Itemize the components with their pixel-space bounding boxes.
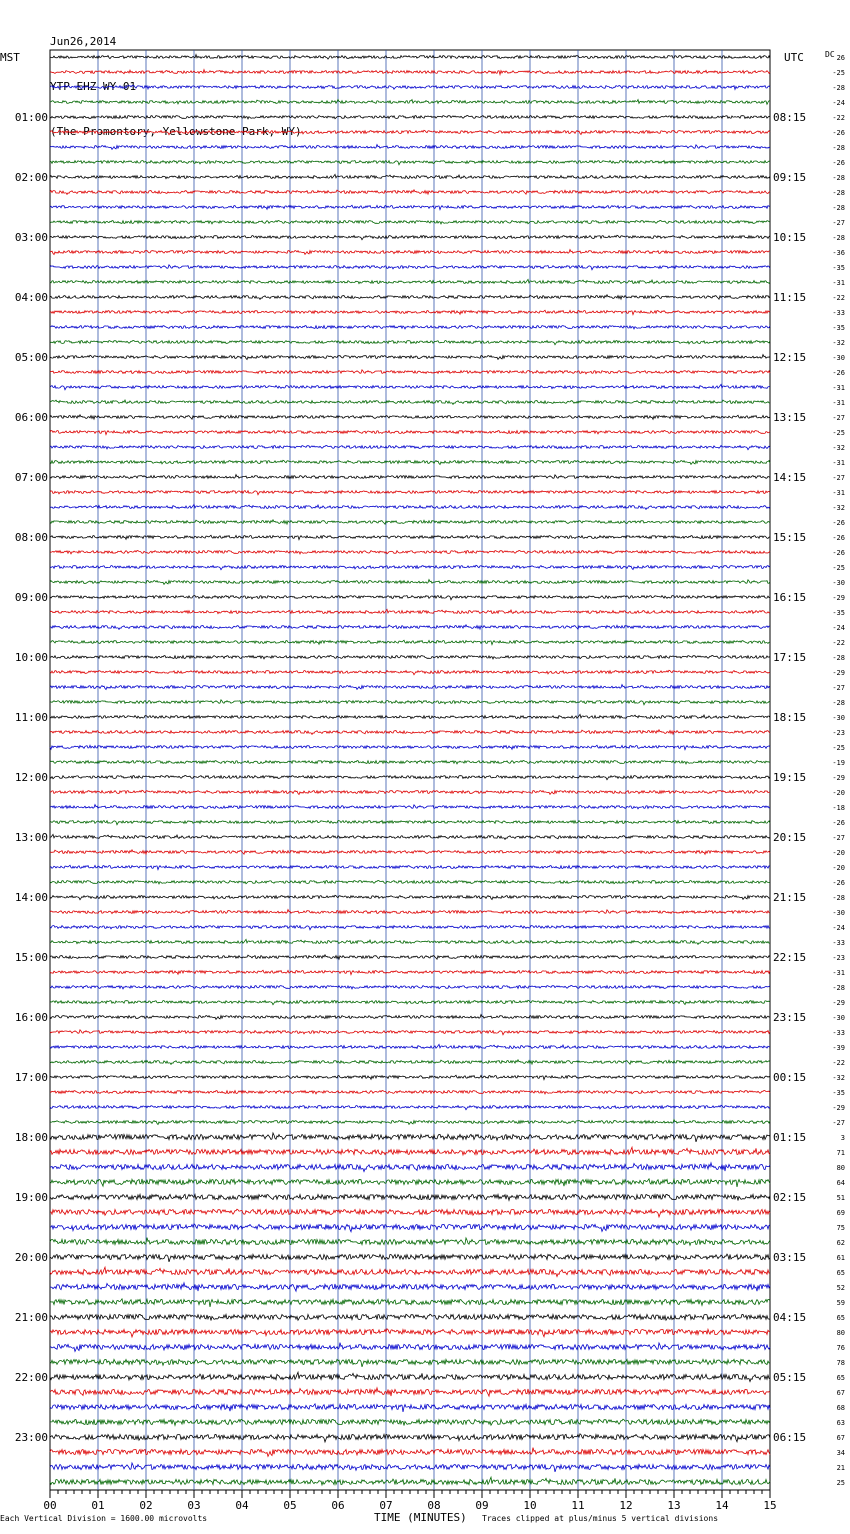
trace-line: [50, 1133, 770, 1142]
trace-line: [50, 1163, 770, 1172]
dc-offset-label: -33: [832, 939, 845, 947]
trace-line: [50, 1075, 770, 1079]
location-label: (The Promontory, Yellowstone Park, WY): [50, 125, 302, 138]
dc-offset-label: -31: [832, 399, 845, 407]
x-axis-title: TIME (MINUTES): [374, 1511, 467, 1524]
trace-line: [50, 116, 770, 119]
left-hour-label: 07:00: [14, 471, 48, 484]
dc-offset-label: -24: [832, 924, 845, 932]
trace-line: [50, 384, 770, 389]
dc-offset-label: -39: [832, 1044, 845, 1052]
dc-offset-label: 75: [836, 1224, 845, 1232]
right-hour-label: 11:15: [773, 291, 807, 304]
trace-line: [50, 161, 770, 165]
trace-line: [50, 205, 770, 209]
dc-offset-label: 65: [836, 1374, 845, 1382]
dc-offset-label: -26: [832, 369, 845, 377]
trace-line: [50, 1404, 770, 1412]
x-tick-label: 12: [619, 1499, 633, 1512]
dc-offset-label: -28: [832, 984, 845, 992]
dc-offset-label: -28: [832, 84, 845, 92]
right-hour-label: 09:15: [773, 171, 807, 184]
x-tick-label: 11: [571, 1499, 585, 1512]
dc-offset-label: -27: [832, 834, 845, 842]
trace-line: [50, 250, 770, 255]
dc-offset-label: -22: [832, 639, 845, 647]
trace-line: [50, 446, 770, 450]
dc-offset-label: -27: [832, 684, 845, 692]
trace-line: [50, 1388, 770, 1396]
trace-line: [50, 910, 770, 914]
right-hour-label: 13:15: [773, 411, 807, 424]
dc-offset-label: 67: [836, 1389, 845, 1397]
left-hour-label: 21:00: [14, 1311, 48, 1324]
trace-line: [50, 805, 770, 809]
trace-line: [50, 1147, 770, 1155]
dc-offset-label: -28: [832, 144, 845, 152]
trace-line: [50, 1120, 770, 1125]
trace-line: [50, 790, 770, 794]
trace-line: [50, 1434, 770, 1442]
trace-line: [50, 415, 770, 420]
trace-line: [50, 520, 770, 524]
trace-line: [50, 310, 770, 314]
dc-offset-label: -23: [832, 729, 845, 737]
trace-line: [50, 221, 770, 224]
right-timezone-label: UTC: [784, 51, 804, 64]
dc-offset-label: -27: [832, 219, 845, 227]
dc-offset-label: -22: [832, 294, 845, 302]
dc-offset-label: 59: [836, 1299, 845, 1307]
left-timezone-label: MST: [0, 51, 20, 64]
trace-line: [50, 926, 770, 930]
x-tick-label: 13: [667, 1499, 681, 1512]
trace-line: [50, 1044, 770, 1048]
dc-offset-label: -26: [832, 819, 845, 827]
left-hour-label: 12:00: [14, 771, 48, 784]
dc-offset-label: -28: [832, 699, 845, 707]
trace-line: [50, 491, 770, 495]
trace-line: [50, 295, 770, 300]
dc-offset-label: -32: [832, 444, 845, 452]
dc-offset-label: -29: [832, 1104, 845, 1112]
dc-offset-label: -26: [832, 879, 845, 887]
x-tick-label: 00: [43, 1499, 57, 1512]
right-hour-label: 08:15: [773, 111, 807, 124]
trace-line: [50, 895, 770, 899]
dc-offset-label: -30: [832, 579, 845, 587]
left-hour-label: 22:00: [14, 1371, 48, 1384]
trace-line: [50, 761, 770, 764]
left-hour-label: 16:00: [14, 1011, 48, 1024]
left-hour-label: 15:00: [14, 951, 48, 964]
trace-line: [50, 85, 770, 89]
x-tick-label: 06: [331, 1499, 345, 1512]
x-tick-label: 02: [139, 1499, 153, 1512]
dc-offset-label: -26: [832, 534, 845, 542]
dc-offset-label: 62: [836, 1239, 845, 1247]
trace-line: [50, 100, 770, 105]
dc-offset-label: -28: [832, 189, 845, 197]
dc-offset-label: -30: [832, 714, 845, 722]
right-hour-label: 16:15: [773, 591, 807, 604]
trace-line: [50, 714, 770, 718]
dc-offset-label: -32: [832, 339, 845, 347]
trace-line: [50, 70, 770, 75]
x-tick-label: 03: [187, 1499, 201, 1512]
trace-line: [50, 970, 770, 974]
trace-line: [50, 850, 770, 855]
trace-line: [50, 1477, 770, 1485]
dc-offset-label: -36: [832, 249, 845, 257]
trace-line: [50, 939, 770, 944]
trace-line: [50, 580, 770, 585]
dc-offset-label: -25: [832, 69, 845, 77]
dc-offset-label: -22: [832, 1059, 845, 1067]
trace-line: [50, 609, 770, 613]
trace-line: [50, 370, 770, 374]
x-tick-label: 09: [475, 1499, 489, 1512]
dc-offset-label: -20: [832, 849, 845, 857]
dc-offset-label: 63: [836, 1419, 845, 1427]
dc-offset-label: 34: [836, 1449, 845, 1457]
dc-offset-label: -29: [832, 594, 845, 602]
trace-line: [50, 341, 770, 345]
dc-offset-label: -33: [832, 309, 845, 317]
right-hour-label: 05:15: [773, 1371, 807, 1384]
left-hour-label: 17:00: [14, 1071, 48, 1084]
left-hour-label: 09:00: [14, 591, 48, 604]
left-hour-label: 18:00: [14, 1131, 48, 1144]
dc-offset-label: 26: [836, 54, 845, 62]
left-hour-label: 19:00: [14, 1191, 48, 1204]
dc-offset-label: 21: [836, 1464, 845, 1472]
dc-offset-label: -31: [832, 489, 845, 497]
trace-line: [50, 1283, 770, 1291]
dc-offset-label: -26: [832, 129, 845, 137]
trace-line: [50, 1194, 770, 1200]
trace-line: [50, 400, 770, 404]
right-hour-label: 06:15: [773, 1431, 807, 1444]
trace-line: [50, 865, 770, 869]
left-hour-label: 11:00: [14, 711, 48, 724]
left-hour-label: 08:00: [14, 531, 48, 544]
trace-line: [50, 1105, 770, 1109]
dc-offset-label: -27: [832, 1119, 845, 1127]
trace-line: [50, 279, 770, 283]
date-label: Jun26,2014: [50, 35, 117, 48]
x-tick-label: 04: [235, 1499, 249, 1512]
left-hour-label: 02:00: [14, 171, 48, 184]
dc-offset-label: -31: [832, 459, 845, 467]
trace-line: [50, 656, 770, 659]
dc-offset-label: -26: [832, 519, 845, 527]
dc-offset-label: -31: [832, 279, 845, 287]
dc-offset-label: -35: [832, 264, 845, 272]
dc-offset-label: -28: [832, 204, 845, 212]
trace-line: [50, 834, 770, 839]
left-hour-label: 05:00: [14, 351, 48, 364]
trace-line: [50, 1343, 770, 1352]
trace-line: [50, 625, 770, 630]
x-tick-label: 10: [523, 1499, 537, 1512]
left-hour-label: 10:00: [14, 651, 48, 664]
dc-offset-label: -23: [832, 954, 845, 962]
dc-offset-label: 61: [836, 1254, 845, 1262]
dc-offset-label: -24: [832, 624, 845, 632]
right-hour-label: 03:15: [773, 1251, 807, 1264]
trace-line: [50, 1060, 770, 1065]
trace-line: [50, 130, 770, 134]
dc-offset-label: -32: [832, 504, 845, 512]
trace-line: [50, 881, 770, 884]
dc-offset-label: -20: [832, 789, 845, 797]
dc-offset-label: -26: [832, 159, 845, 167]
trace-line: [50, 670, 770, 674]
left-hour-label: 04:00: [14, 291, 48, 304]
right-hour-label: 18:15: [773, 711, 807, 724]
trace-line: [50, 1015, 770, 1020]
right-hour-label: 14:15: [773, 471, 807, 484]
right-hour-label: 00:15: [773, 1071, 807, 1084]
dc-offset-label: 67: [836, 1434, 845, 1442]
dc-offset-label: -30: [832, 1014, 845, 1022]
left-hour-label: 01:00: [14, 111, 48, 124]
trace-line: [50, 535, 770, 539]
dc-offset-label: 80: [836, 1329, 845, 1337]
dc-offset-label: -31: [832, 969, 845, 977]
dc-offset-label: 65: [836, 1269, 845, 1277]
left-hour-label: 20:00: [14, 1251, 48, 1264]
dc-offset-label: 69: [836, 1209, 845, 1217]
trace-line: [50, 1224, 770, 1232]
dc-offset-label: -25: [832, 744, 845, 752]
dc-offset-label: -30: [832, 909, 845, 917]
trace-line: [50, 1030, 770, 1035]
left-hour-label: 23:00: [14, 1431, 48, 1444]
dc-offset-label: 80: [836, 1164, 845, 1172]
dc-offset-label: -29: [832, 669, 845, 677]
dc-offset-label: -35: [832, 324, 845, 332]
dc-offset-label: -29: [832, 999, 845, 1007]
dc-offset-label: -33: [832, 1029, 845, 1037]
trace-line: [50, 685, 770, 690]
dc-offset-label: 78: [836, 1359, 845, 1367]
trace-line: [50, 776, 770, 780]
right-hour-label: 01:15: [773, 1131, 807, 1144]
x-tick-label: 15: [763, 1499, 777, 1512]
left-hour-label: 03:00: [14, 231, 48, 244]
trace-line: [50, 265, 770, 270]
clip-note: Traces clipped at plus/minus 5 vertical divisions: [482, 1514, 719, 1523]
right-hour-label: 10:15: [773, 231, 807, 244]
dc-offset-label: -27: [832, 474, 845, 482]
station-label: YTP EHZ WY 01: [50, 80, 137, 93]
right-hour-label: 20:15: [773, 831, 807, 844]
trace-line: [50, 821, 770, 825]
trace-line: [50, 1463, 770, 1472]
trace-line: [50, 1209, 770, 1217]
trace-line: [50, 1448, 770, 1457]
trace-line: [50, 551, 770, 554]
trace-line: [50, 1314, 770, 1320]
trace-line: [50, 1000, 770, 1004]
right-hour-label: 02:15: [773, 1191, 807, 1204]
trace-line: [50, 700, 770, 705]
dc-offset-label: -28: [832, 894, 845, 902]
x-tick-label: 14: [715, 1499, 729, 1512]
dc-offset-label: -28: [832, 234, 845, 242]
dc-offset-label: -28: [832, 174, 845, 182]
trace-line: [50, 1329, 770, 1337]
dc-offset-label: 76: [836, 1344, 845, 1352]
dc-offset-label: -19: [832, 759, 845, 767]
dc-offset-label: -26: [832, 549, 845, 557]
trace-line: [50, 1179, 770, 1187]
right-hour-label: 21:15: [773, 891, 807, 904]
trace-line: [50, 475, 770, 479]
dc-offset-label: 71: [836, 1149, 845, 1157]
left-hour-label: 13:00: [14, 831, 48, 844]
scale-note: Each Vertical Division = 1600.00 microvolts: [0, 1514, 208, 1523]
right-hour-label: 15:15: [773, 531, 807, 544]
trace-line: [50, 355, 770, 360]
x-tick-label: 07: [379, 1499, 393, 1512]
x-tick-label: 08: [427, 1499, 441, 1512]
trace-line: [50, 460, 770, 464]
dc-offset-label: 3: [840, 1134, 845, 1142]
trace-line: [50, 1267, 770, 1276]
dc-offset-label: 65: [836, 1314, 845, 1322]
trace-line: [50, 235, 770, 239]
trace-line: [50, 745, 770, 749]
dc-offset-label: -27: [832, 414, 845, 422]
right-hour-label: 19:15: [773, 771, 807, 784]
trace-line: [50, 1238, 770, 1246]
right-hour-label: 23:15: [773, 1011, 807, 1024]
trace-line: [50, 955, 770, 959]
dc-offset-label: -28: [832, 654, 845, 662]
dc-offset-label: -20: [832, 864, 845, 872]
x-tick-label: 01: [91, 1499, 105, 1512]
dc-offset-label: -25: [832, 429, 845, 437]
trace-line: [50, 326, 770, 329]
dc-offset-label: 52: [836, 1284, 845, 1292]
dc-offset-label: -32: [832, 1074, 845, 1082]
dc-offset-label: 51: [836, 1194, 845, 1202]
trace-line: [50, 1299, 770, 1307]
trace-line: [50, 174, 770, 178]
trace-line: [50, 145, 770, 150]
trace-line: [50, 565, 770, 569]
dc-offset-label: 68: [836, 1404, 845, 1412]
right-hour-label: 04:15: [773, 1311, 807, 1324]
trace-line: [50, 1372, 770, 1381]
dc-offset-label: -25: [832, 564, 845, 572]
dc-offset-label: -30: [832, 354, 845, 362]
dc-offset-label: -18: [832, 804, 845, 812]
right-hour-label: 12:15: [773, 351, 807, 364]
left-hour-label: 14:00: [14, 891, 48, 904]
dc-offset-label: 64: [836, 1179, 845, 1187]
dc-offset-label: -31: [832, 384, 845, 392]
trace-line: [50, 1359, 770, 1367]
dc-offset-label: -22: [832, 114, 845, 122]
trace-line: [50, 1091, 770, 1094]
dc-offset-label: 25: [836, 1479, 845, 1487]
trace-line: [50, 1419, 770, 1425]
trace-line: [50, 190, 770, 195]
trace-line: [50, 596, 770, 600]
trace-line: [50, 55, 770, 60]
dc-offset-label: -29: [832, 774, 845, 782]
trace-line: [50, 504, 770, 509]
dc-offset-label: -35: [832, 1089, 845, 1097]
dc-offset-label: -35: [832, 609, 845, 617]
trace-line: [50, 640, 770, 644]
trace-line: [50, 986, 770, 989]
left-hour-label: 06:00: [14, 411, 48, 424]
trace-line: [50, 431, 770, 435]
dc-offset-label: -24: [832, 99, 845, 107]
trace-line: [50, 1254, 770, 1262]
dc-label: DC: [825, 50, 835, 59]
x-tick-label: 05: [283, 1499, 297, 1512]
right-hour-label: 17:15: [773, 651, 807, 664]
trace-line: [50, 730, 770, 735]
right-hour-label: 22:15: [773, 951, 807, 964]
